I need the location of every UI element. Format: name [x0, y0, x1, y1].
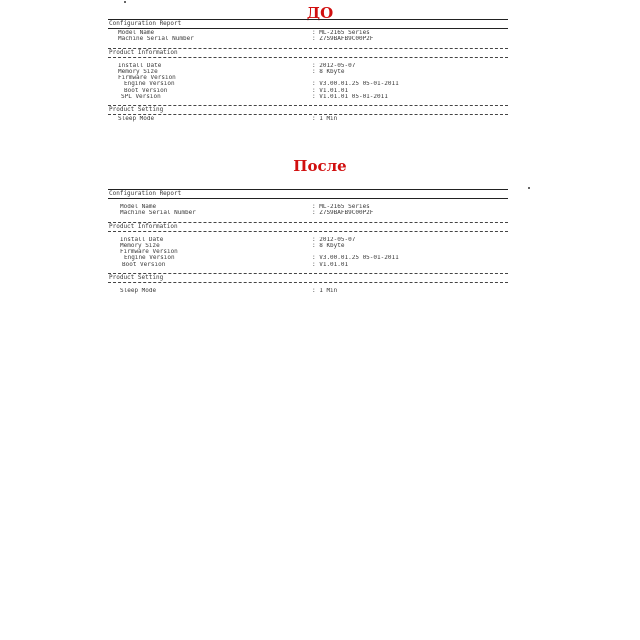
row-key: Engine Version — [124, 81, 175, 88]
row-key: Boot Version — [124, 87, 168, 94]
product-info-rows — [108, 237, 508, 268]
heading-after: После — [293, 157, 347, 175]
row-key: Engine Version — [124, 255, 175, 262]
report-after — [108, 188, 508, 294]
row-key: Memory Size — [120, 242, 160, 249]
rule — [108, 198, 508, 199]
row-value: : V3.00.01.25 05-01-2011 — [312, 81, 399, 88]
product-info-rows — [108, 63, 508, 100]
rule — [108, 273, 508, 274]
row-value: : 2012-05-07 — [312, 62, 356, 69]
row-value: : ML-2165 Series — [312, 204, 370, 211]
heading-before: ДО — [306, 4, 334, 22]
section-title-product-setting: Product Setting — [109, 105, 164, 113]
row-key: Model Name — [120, 204, 157, 211]
row-value: : V1.01.01 — [312, 261, 349, 268]
rule — [108, 282, 508, 283]
row-key: Install Date — [118, 62, 162, 69]
scan-speck — [124, 1, 126, 3]
row-key: Model Name — [118, 30, 155, 37]
report-title: Configuration Report — [109, 190, 182, 197]
row-key: Install Date — [120, 236, 164, 243]
row-value: : V3.00.01.25 05-01-2011 — [312, 255, 399, 262]
row-key: Sleep Mode — [118, 116, 155, 123]
row-value: : 8 Kbyte — [312, 242, 345, 249]
section-title-product-setting: Product Setting — [109, 273, 164, 281]
row-key: SPL Version — [121, 93, 161, 100]
row-key: Memory Size — [118, 68, 158, 75]
row-key: Machine Serial Number — [118, 36, 194, 43]
row-key: Firmware Version — [118, 75, 176, 82]
row-value: : 1 Min — [312, 116, 338, 123]
section-title-product-information: Product Information — [109, 48, 178, 56]
row-value: : V1.01.01 05-01-2011 — [312, 93, 388, 100]
row-value: : 8 Kbyte — [312, 68, 345, 75]
section-title-product-information: Product Information — [109, 222, 178, 230]
rule — [108, 105, 508, 106]
rule — [108, 57, 508, 58]
row-key: Boot Version — [122, 261, 166, 268]
top-rows — [108, 30, 508, 42]
row-value: : Z7S9BAFB9C00P2F — [312, 36, 374, 43]
row-value: : ML-2165 Series — [312, 30, 370, 37]
row-value: : 1 Min — [312, 287, 338, 294]
rule — [108, 231, 508, 232]
row-key: Machine Serial Number — [120, 210, 196, 217]
row-value: : 2012-05-07 — [312, 236, 356, 243]
row-value: : Z7S9BAFB9C00P2F — [312, 210, 374, 217]
report-before — [108, 18, 508, 122]
rule — [108, 28, 508, 29]
rule — [108, 114, 508, 115]
row-sleep-mode — [108, 116, 508, 122]
row-sleep-mode — [108, 288, 508, 294]
top-rows — [108, 204, 508, 216]
report-title: Configuration Report — [109, 20, 182, 27]
row-value: : V1.01.01 — [312, 87, 349, 94]
row-key: Firmware Version — [120, 249, 178, 256]
row-key: Sleep Mode — [120, 287, 157, 294]
scan-speck — [528, 187, 530, 189]
